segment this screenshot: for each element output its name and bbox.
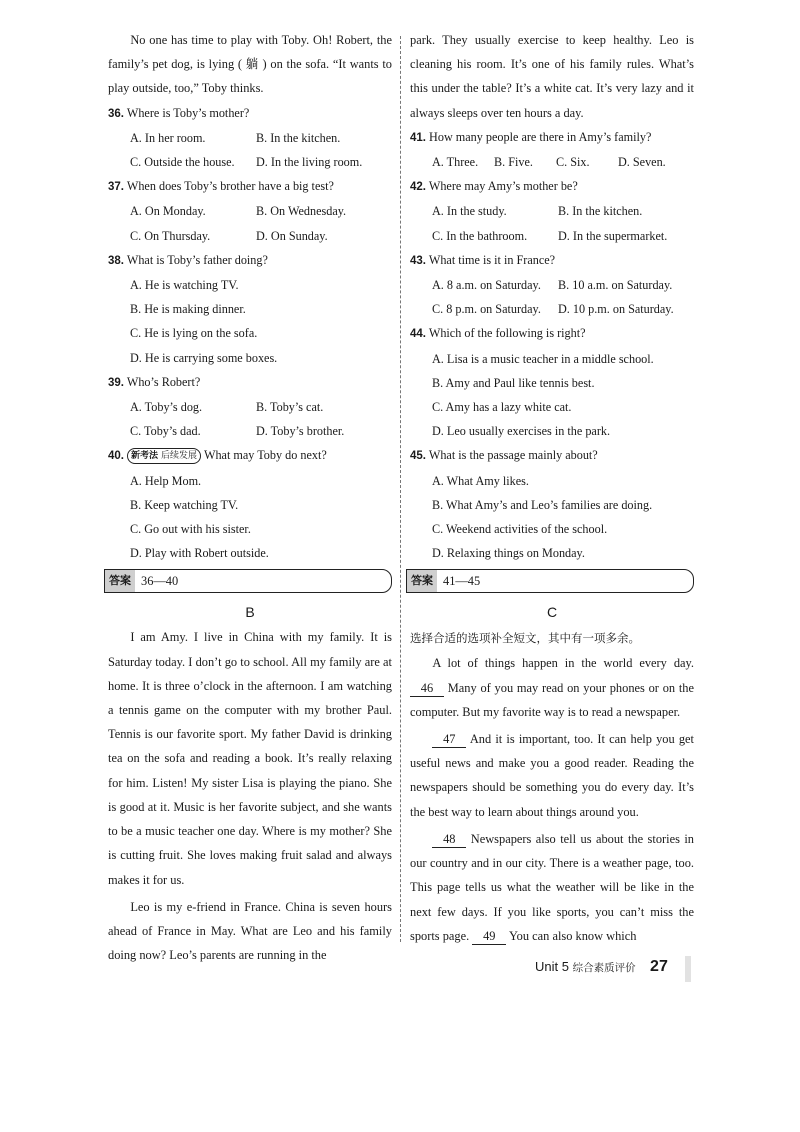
option-d: D. Relaxing things on Monday.	[432, 546, 585, 561]
question-text: Where is Toby’s mother?	[126, 105, 250, 120]
passage-c-paragraph-3: 48 Newspapers also tell us about the stories in our country and in our city. There is a weather page, too. This page tells us what the weather will be like in the next few days. If you like sports, you can’t miss the sports page. 49 You can also know which	[410, 831, 694, 943]
option-b: B. Toby’s cat.	[256, 400, 324, 415]
section-c-instruction: 选择合适的选项补全短文，其中有一项多余。	[410, 631, 640, 646]
new-exam-badge: 新考法 后续发展	[127, 448, 201, 464]
question-text: Where may Amy’s mother be?	[428, 179, 578, 194]
question-text: What is the passage mainly about?	[428, 448, 598, 463]
question-number: 41.	[410, 131, 426, 144]
question-number: 40.	[108, 450, 124, 463]
passage-b-paragraph-1: I am Amy. I live in China with my family. It is Saturday today. I don’t go to school. All my family are at home. It is three o’clock in the afternoon. I am watching a tennis game on the computer with my brother Paul. Tennis is our favorite sport. My father David is drinking tea on the sofa and reading a book. It’s really relaxing for him. Listen! My sister Lisa is playing the piano. She is good at it. Music is her favorite subject, and she wants to be a music teacher one day. Where is my mother? She is cutting fruit. She loves making fruit salad and always makes it for us.	[108, 630, 392, 887]
option-a: A. Toby’s dog.	[130, 400, 203, 415]
option-a: A. In the study.	[432, 204, 507, 219]
option-c: C. Outside the house.	[130, 155, 235, 170]
question-text: What is Toby’s father doing?	[126, 252, 268, 267]
option-d: D. In the living room.	[256, 155, 363, 170]
option-c: C. Amy has a lazy white cat.	[432, 400, 572, 415]
option-c: C. 8 p.m. on Saturday.	[432, 302, 541, 317]
page-number: 27	[650, 958, 668, 975]
passage-c-paragraph-1: A lot of things happen in the world every day. 46 Many of you may read on your phones or on the computer. But my favorite way is to read a newspaper.	[410, 656, 694, 719]
unit-label: Unit 5 综合素质评价	[535, 959, 636, 974]
question-text: What may Toby do next?	[203, 448, 327, 463]
option-b: B. In the kitchen.	[256, 130, 341, 145]
option-d: D. In the supermarket.	[558, 228, 668, 243]
passage-b-continuation: park. They usually exercise to keep healthy. Leo is cleaning his room. It’s one of his family rules. What’s this under the table? It’s a white cat. It’s very lazy and it always sleeps over ten hours a day.	[410, 33, 694, 120]
intro-paragraph: No one has time to play with Toby. Oh! Robert, the family’s pet dog, is lying ( 躺 ) on the sofa. “It wants to play outside, too,” Toby thinks.	[108, 33, 392, 96]
option-a: A. What Amy likes.	[432, 473, 529, 488]
question-text: How many people are there in Amy’s family?	[429, 129, 652, 144]
question-text: Who’s Robert?	[126, 374, 201, 389]
section-title-b: B	[245, 604, 255, 621]
answer-label: 答案	[105, 570, 135, 592]
option-b: B. 10 a.m. on Saturday.	[558, 278, 673, 293]
option-d: D. Play with Robert outside.	[130, 546, 269, 561]
option-b: B. Five.	[494, 155, 533, 170]
option-a: A. In her room.	[130, 130, 206, 145]
option-a: A. 8 a.m. on Saturday.	[432, 278, 541, 293]
option-a: A. Lisa is a music teacher in a middle school.	[432, 351, 654, 366]
answer-range: 36—40	[141, 574, 179, 589]
question-number: 42.	[410, 181, 426, 194]
option-d: D. 10 p.m. on Saturday.	[558, 302, 674, 317]
option-c: C. Six.	[556, 155, 590, 170]
answer-range: 41—45	[443, 574, 481, 589]
option-d: D. On Sunday.	[256, 228, 328, 243]
page-edge-bar	[685, 956, 691, 982]
option-a: A. Three.	[432, 155, 479, 170]
question-41	[410, 125, 694, 174]
question-38	[108, 248, 392, 370]
question-number: 36.	[108, 107, 124, 120]
answer-box-41-45	[406, 569, 694, 593]
passage-b-paragraph-2: Leo is my e-friend in France. China is seven hours ahead of France in May. What are Leo and his family doing now? Leo’s parents are running in the	[108, 899, 392, 963]
option-c: C. He is lying on the sofa.	[130, 326, 258, 341]
question-45	[410, 443, 694, 565]
page-footer	[535, 958, 668, 976]
option-b: B. Keep watching TV.	[130, 497, 239, 512]
question-number: 43.	[410, 254, 426, 267]
question-text: What time is it in France?	[428, 252, 556, 267]
question-40	[108, 443, 392, 565]
left-column	[108, 28, 392, 967]
question-number: 39.	[108, 376, 124, 389]
question-number: 38.	[108, 254, 124, 267]
answer-label: 答案	[407, 570, 437, 592]
question-number: 37.	[108, 181, 124, 194]
question-text: Which of the following is right?	[428, 326, 586, 341]
question-36	[108, 101, 392, 175]
option-c: C. Weekend activities of the school.	[432, 522, 608, 537]
question-text: When does Toby’s brother have a big test?	[126, 179, 334, 194]
answer-box-36-40	[104, 569, 392, 593]
passage-c-paragraph-2: 47 And it is important, too. It can help you get useful news and make you a good reader. Reading the newspapers should be something you do every day. It’s the best way to learn about things around you.	[410, 732, 694, 819]
question-37	[108, 174, 392, 248]
right-column	[410, 28, 694, 948]
blank-48: 48	[432, 831, 466, 848]
question-44	[410, 321, 694, 443]
column-divider	[400, 36, 401, 942]
option-a: A. Help Mom.	[130, 473, 202, 488]
section-title-c: C	[546, 604, 558, 621]
question-42	[410, 174, 694, 248]
blank-47: 47	[432, 731, 466, 748]
question-43	[410, 248, 694, 322]
option-d: D. Seven.	[618, 155, 666, 170]
option-b: B. He is making dinner.	[130, 302, 246, 317]
option-c: C. Toby’s dad.	[130, 424, 201, 439]
option-c: C. On Thursday.	[130, 228, 211, 243]
option-d: D. Leo usually exercises in the park.	[432, 424, 611, 439]
option-b: B. In the kitchen.	[558, 204, 643, 219]
question-39	[108, 370, 392, 444]
option-b: B. What Amy’s and Leo’s families are doing.	[432, 497, 653, 512]
option-a: A. On Monday.	[130, 204, 206, 219]
option-a: A. He is watching TV.	[130, 278, 239, 293]
blank-49: 49	[472, 928, 506, 945]
question-number: 45.	[410, 450, 426, 463]
option-c: C. In the bathroom.	[432, 228, 528, 243]
option-b: B. On Wednesday.	[256, 204, 347, 219]
option-d: D. Toby’s brother.	[256, 424, 345, 439]
option-c: C. Go out with his sister.	[130, 522, 251, 537]
question-number: 44.	[410, 328, 426, 341]
option-d: D. He is carrying some boxes.	[130, 350, 278, 365]
blank-46: 46	[410, 680, 444, 697]
option-b: B. Amy and Paul like tennis best.	[432, 375, 595, 390]
